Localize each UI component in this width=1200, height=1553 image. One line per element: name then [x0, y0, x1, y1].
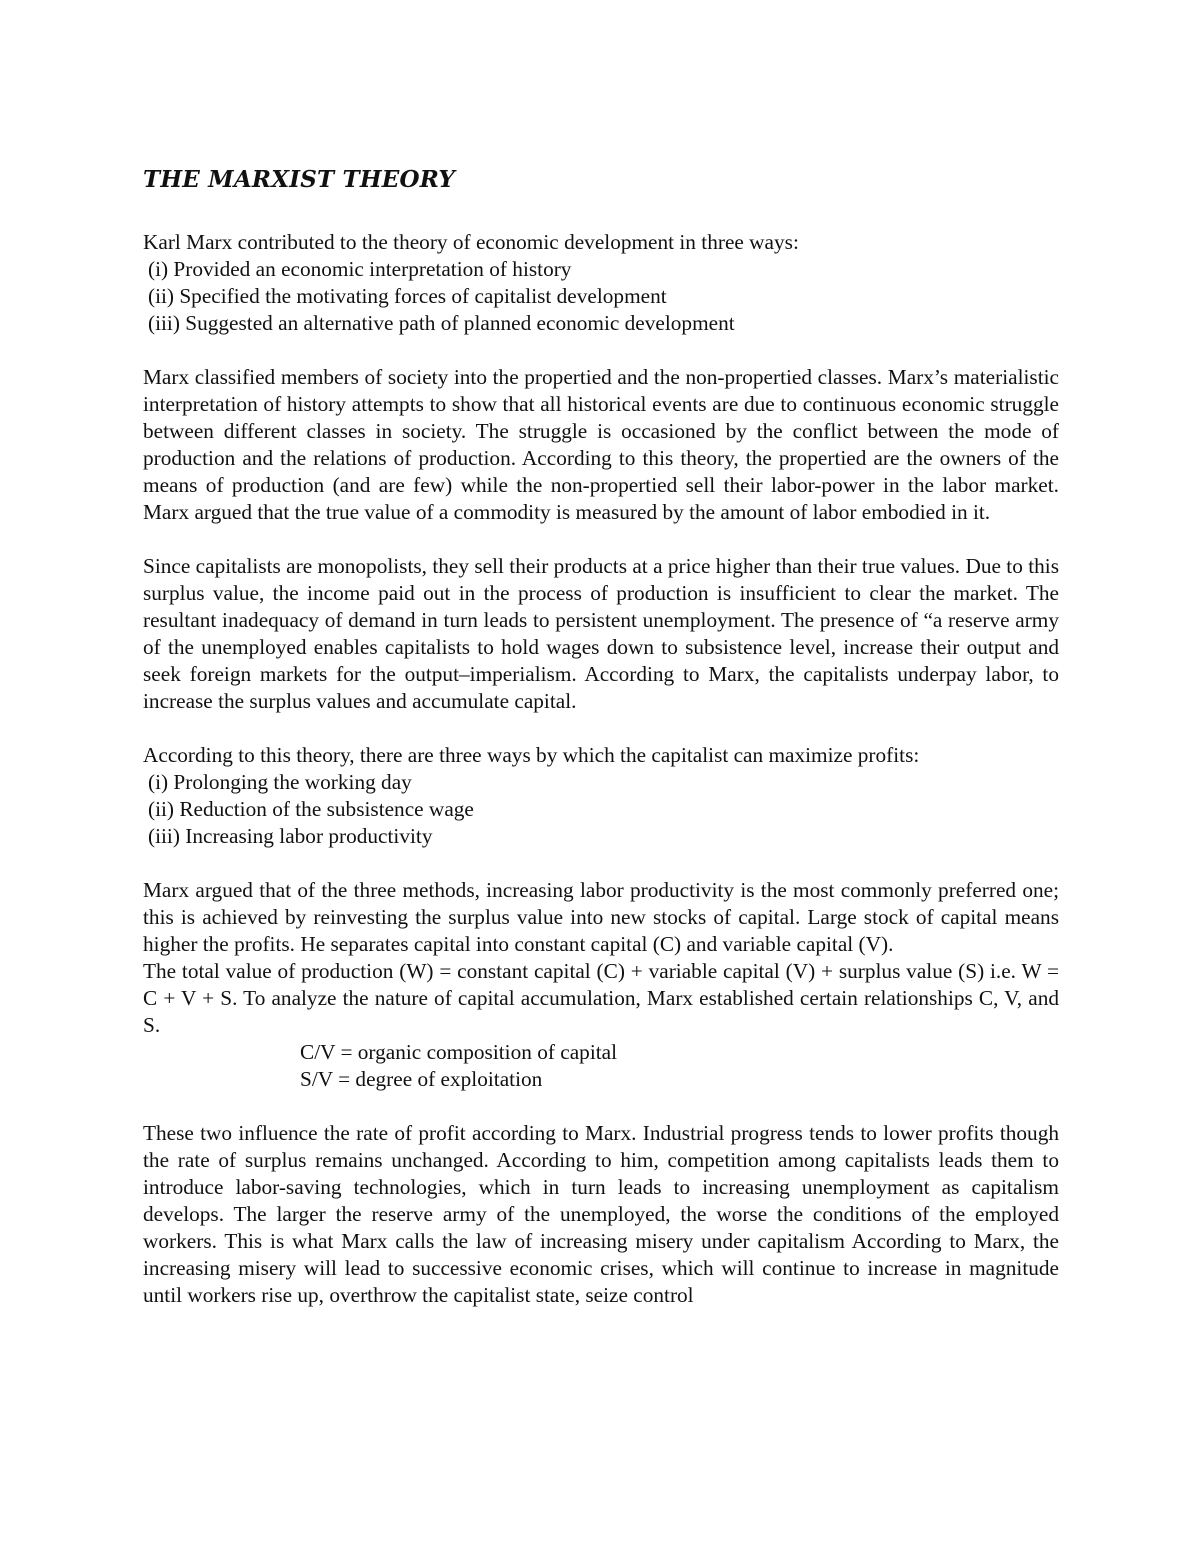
list-item: (i) Provided an economic interpretation of history — [148, 257, 572, 281]
section2-intro: According to this theory, there are three ways by which the capitalist can maximize profits: — [143, 743, 920, 767]
page-title: THE MARXIST THEORY — [143, 166, 455, 193]
list-item: (i) Prolonging the working day — [148, 770, 412, 794]
list-item: (ii) Reduction of the subsistence wage — [148, 797, 474, 821]
formula-exploitation: S/V = degree of exploitation — [300, 1067, 543, 1091]
list-item: (iii) Increasing labor productivity — [148, 824, 433, 848]
paragraph-total-value: The total value of production (W) = constant capital (C) + variable capital (V) + surplus value (S) i.e. W = C + V + S. To analyze the nature of capital accumulation, Marx established certain relationships C, V, and S. — [143, 959, 1059, 1037]
formula-block — [143, 1039, 1059, 1093]
contributions-list — [143, 256, 1059, 337]
list-item: (ii) Specified the motivating forces of capitalist development — [148, 284, 667, 308]
paragraph-labor-productivity: Marx argued that of the three methods, increasing labor productivity is the most commonly preferred one; this is achieved by reinvesting the surplus value into new stocks of capital. Large stock of capital means higher the profits. He separates capital into constant capital (C) and variable capital (V). — [143, 878, 1059, 956]
formula-organic-composition: C/V = organic composition of capital — [300, 1040, 618, 1064]
section1-intro: Karl Marx contributed to the theory of economic development in three ways: — [143, 230, 799, 254]
paragraph-surplus-value: Since capitalists are monopolists, they sell their products at a price higher than their true values. Due to this surplus value, the income paid out in the process of production is insufficient to clear the market. The resultant inadequacy of demand in turn leads to persistent unemployment. The presence of “a reserve army of the unemployed enables capitalists to hold wages down to subsistence level, increase their output and seek foreign markets for the output–imperialism. According to Marx, the capitalists underpay labor, to increase the surplus values and accumulate capital. — [143, 554, 1059, 713]
list-item: (iii) Suggested an alternative path of planned economic development — [148, 311, 735, 335]
profit-methods-list — [143, 769, 1059, 850]
paragraph-classes: Marx classified members of society into the propertied and the non-propertied classes. Marx’s materialistic interpretation of history attempts to show that all historical events are due to continuous economic struggle between different classes in society. The struggle is occasioned by the conflict between the mode of production and the relations of production. According to this theory, the propertied are the owners of the means of production (and are few) while the non-propertied sell their labor-power in the labor market. Marx argued that the true value of a commodity is measured by the amount of labor embodied in it. — [143, 365, 1059, 524]
document-body — [143, 229, 1059, 1309]
paragraph-rate-of-profit: These two influence the rate of profit according to Marx. Industrial progress tends to lower profits though the rate of surplus remains unchanged. According to him, competition among capitalists leads them to introduce labor-saving technologies, which in turn leads to increasing unemployment as capitalism develops. The larger the reserve army of the unemployed, the worse the conditions of the employed workers. This is what Marx calls the law of increasing misery under capitalism According to Marx, the increasing misery will lead to successive economic crises, which will continue to increase in magnitude until workers rise up, overthrow the capitalist state, seize control — [143, 1121, 1059, 1307]
